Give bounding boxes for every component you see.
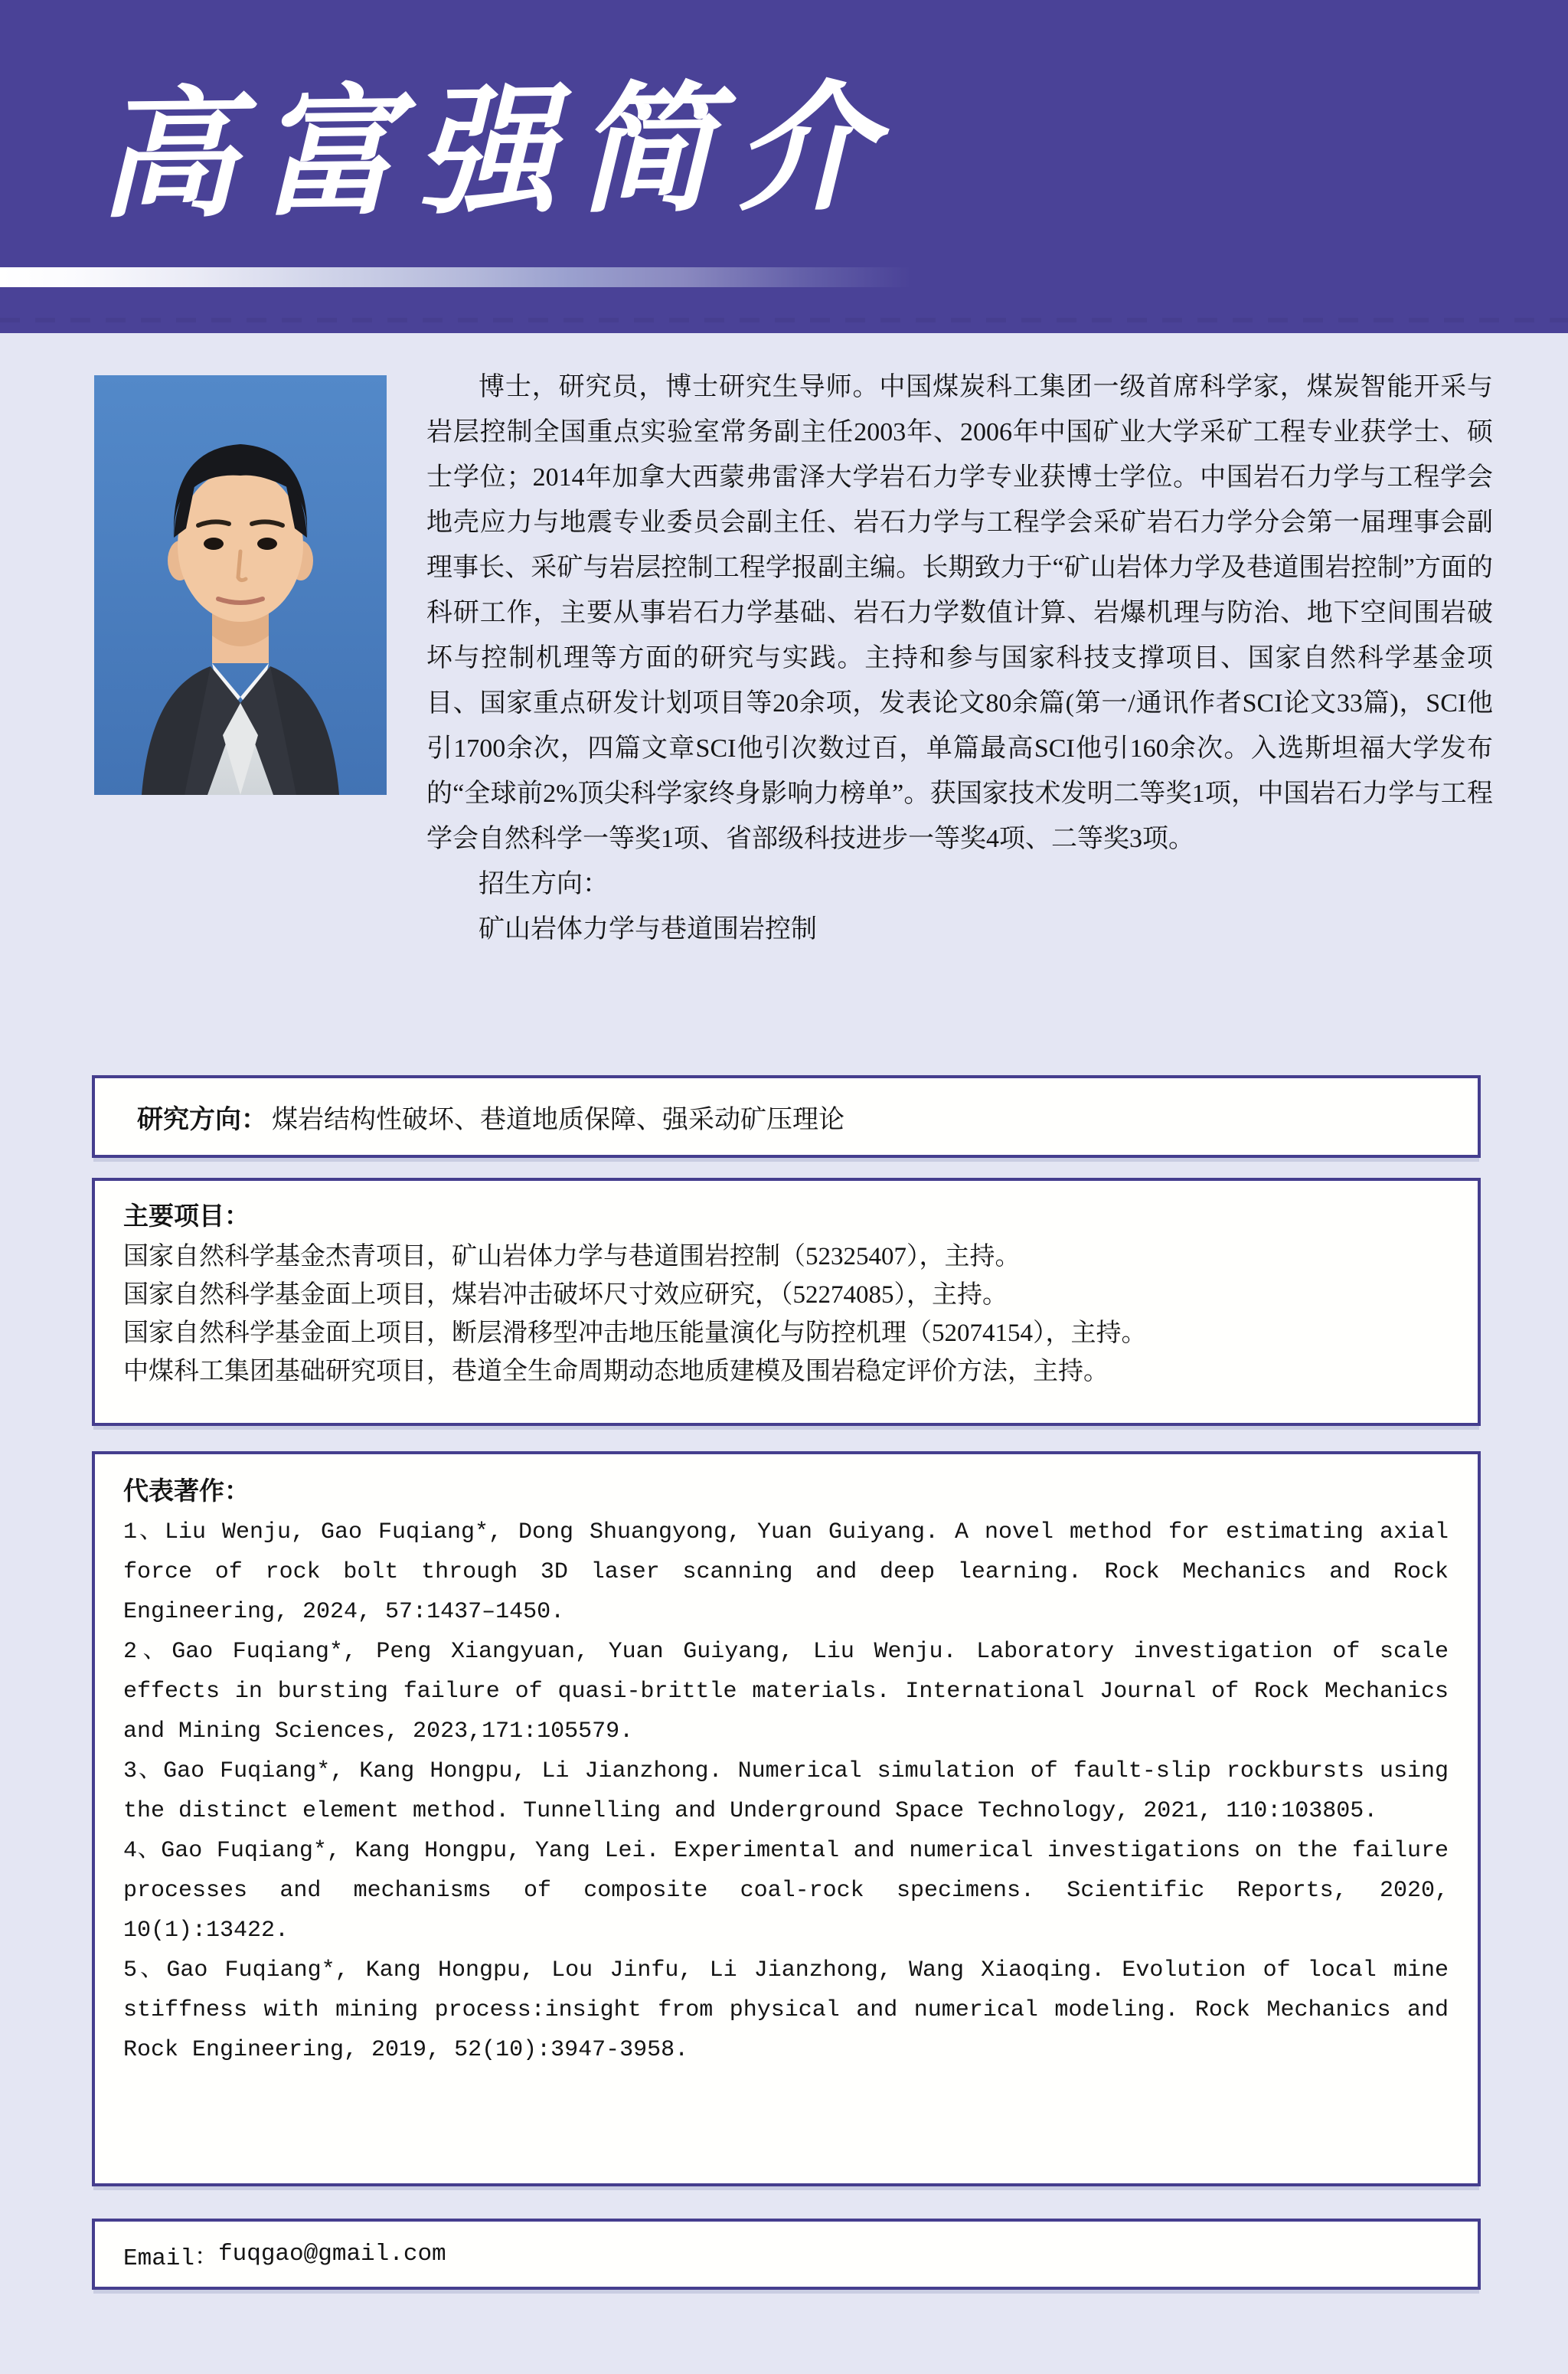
project-item: 中煤科工集团基础研究项目，巷道全生命周期动态地质建模及围岩稳定评价方法，主持。 — [123, 1358, 1109, 1385]
publication-item: 5、Gao Fuqiang*, Kang Hongpu, Lou Jinfu, Li Jianzhong, Wang Xiaoqing. Evolution of local mine stiffness with mining process:insight from physical and numerical modeling. Rock Mechanics and Rock Engineering, 2019, 52(10):3947-3958. — [123, 1957, 1449, 2063]
project-item: 国家自然科学基金杰青项目，矿山岩体力学与巷道围岩控制（52325407），主持。 — [123, 1243, 1021, 1270]
research-direction-content: 煤岩结构性破坏、巷道地质保障、强采动矿压理论 — [272, 1105, 844, 1134]
header-dashed-line — [0, 318, 1568, 322]
email-value: fuqgao@gmail.com — [218, 2241, 446, 2268]
biography-section — [426, 365, 1493, 952]
email-box — [92, 2219, 1481, 2290]
project-item: 国家自然科学基金面上项目，断层滑移型冲击地压能量演化与防控机理（52074154），主持。 — [123, 1319, 1147, 1347]
publication-item: 3、Gao Fuqiang*, Kang Hongpu, Li Jianzhong. Numerical simulation of fault-slip rockbursts using the distinct element method. Tunnelling and Underground Space Technology, 2021, 110:103805. — [123, 1758, 1449, 1824]
projects-box — [92, 1178, 1481, 1426]
portrait-photo-illustration — [94, 375, 387, 795]
publication-item: 1、Liu Wenju, Gao Fuqiang*, Dong Shuangyong, Yuan Guiyang. A novel method for estimating axial force of rock bolt through 3D laser scanning and deep learning. Rock Mechanics and Rock Engineering, 2024, 57:1437–1450. — [123, 1519, 1449, 1625]
bio-paragraph: 博士，研究员，博士研究生导师。中国煤炭科工集团一级首席科学家，煤炭智能开采与岩层控制全国重点实验室常务副主任2003年、2006年中国矿业大学采矿工程专业获学士、硕士学位；2014年加拿大西蒙弗雷泽大学岩石力学专业获博士学位。中国岩石力学与工程学会地壳应力与地震专业委员会副主任、岩石力学与工程学会采矿岩石力学分会第一届理事会副理事长、采矿与岩层控制工程学报副主编。长期致力于“矿山岩体力学及巷道围岩控制”方面的科研工作，主要从事岩石力学基础、岩石力学数值计算、岩爆机理与防治、地下空间围岩破坏与控制机理等方面的研究与实践。主持和参与国家科技支撑项目、国家自然科学基金项目、国家重点研发计划项目等20余项，发表论文80余篇(第一/通讯作者SCI论文33篇)，SCI他引1700余次，四篇文章SCI他引次数过百，单篇最高SCI他引160余次。入选斯坦福大学发布的“全球前2%顶尖科学家终身影响力榜单”。获国家技术发明二等奖1项，中国岩石力学与工程学会自然科学一等奖1项、省部级科技进步一等奖4项、二等奖3项。 — [426, 373, 1493, 853]
publication-item: 2、Gao Fuqiang*, Peng Xiangyuan, Yuan Guiyang, Liu Wenju. Laboratory investigation of scale effects in bursting failure of quasi-brittle materials. International Journal of Rock Mechanics and Mining Sciences, 2023,171:105579. — [123, 1639, 1449, 1745]
projects-title: 主要项目： — [123, 1202, 250, 1230]
research-direction-label: 研究方向： — [137, 1104, 267, 1134]
research-direction-box — [92, 1075, 1481, 1158]
project-item: 国家自然科学基金面上项目，煤岩冲击破坏尺寸效应研究，（52274085），主持。 — [123, 1281, 1008, 1309]
email-label: Email： — [123, 2245, 219, 2272]
portrait-photo — [94, 375, 387, 795]
enrollment-label: 招生方向： — [479, 870, 609, 898]
header-silver-stripe — [0, 267, 911, 287]
header-banner — [0, 0, 1568, 333]
publications-box — [92, 1451, 1481, 2186]
publications-title: 代表著作： — [123, 1476, 250, 1505]
publication-item: 4、Gao Fuqiang*, Kang Hongpu, Yang Lei. Experimental and numerical investigations on the failure processes and mechanisms of composite coal-rock specimens. Scientific Reports, 2020, 10(1):13422. — [123, 1838, 1449, 1944]
enrollment-direction: 矿山岩体力学与巷道围岩控制 — [479, 915, 817, 943]
page-title: 高富强简介 — [96, 64, 896, 237]
